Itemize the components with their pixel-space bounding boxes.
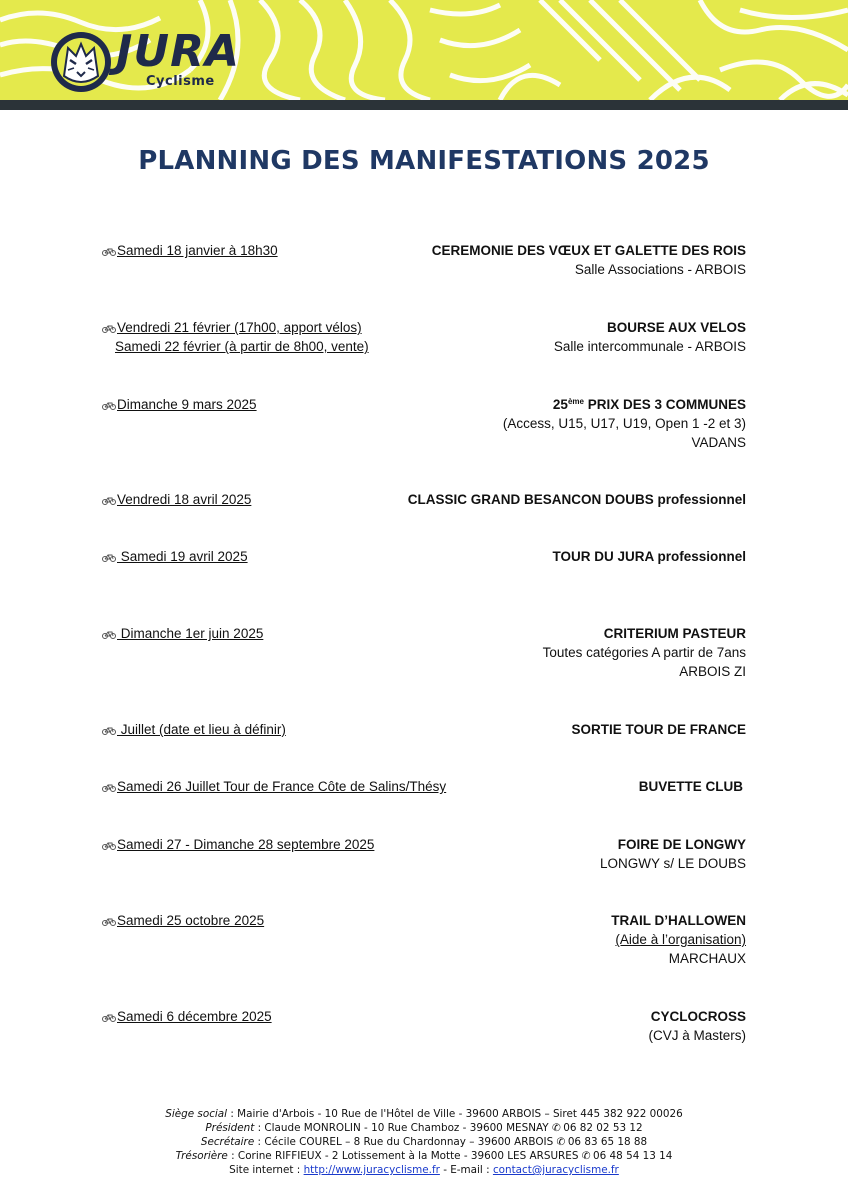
phone-icon: ✆ bbox=[581, 1150, 591, 1162]
footer-text: : Claude MONROLIN - 10 Rue Chamboz - 39600 MESNAY bbox=[254, 1122, 552, 1134]
event-title: FOIRE DE LONGWY bbox=[617, 837, 746, 852]
event-title: CYCLOCROSS bbox=[650, 1009, 746, 1024]
website-link[interactable]: http://www.juracyclisme.fr bbox=[303, 1164, 440, 1176]
header-dark-strip bbox=[0, 100, 848, 110]
footer-label: Siège social bbox=[165, 1108, 228, 1120]
event-date: Samedi 27 - Dimanche 28 septembre 2025 bbox=[117, 837, 375, 852]
footer-contact bbox=[0, 1163, 848, 1177]
event-date: Dimanche 9 mars 2025 bbox=[117, 397, 257, 412]
logo-subtitle: Cyclisme bbox=[146, 74, 215, 89]
bicycle-icon bbox=[102, 917, 116, 926]
event-detail: Salle intercommunale - ARBOIS bbox=[553, 339, 746, 354]
footer-phone: 06 82 02 53 12 bbox=[559, 1122, 643, 1134]
footer-secretaire bbox=[0, 1135, 848, 1149]
phone-icon: ✆ bbox=[551, 1122, 561, 1134]
page-title: PLANNING DES MANIFESTATIONS 2025 bbox=[138, 146, 710, 176]
event-title: BUVETTE CLUB bbox=[638, 779, 743, 794]
lynx-head-icon bbox=[50, 30, 112, 94]
event-title: CRITERIUM PASTEUR bbox=[603, 626, 746, 641]
bicycle-icon bbox=[102, 783, 116, 792]
bicycle-icon bbox=[102, 1013, 116, 1022]
email-link[interactable]: contact@juracyclisme.fr bbox=[492, 1164, 619, 1176]
footer-label: Trésorière bbox=[175, 1150, 228, 1162]
event-detail: ARBOIS ZI bbox=[679, 664, 746, 679]
event-detail: (CVJ à Masters) bbox=[648, 1028, 746, 1043]
event-date: Samedi 18 janvier à 18h30 bbox=[117, 243, 278, 258]
event-date: Dimanche 1er juin 2025 bbox=[117, 626, 264, 641]
footer-label: Secrétaire bbox=[200, 1136, 255, 1148]
footer-text: : Corine RIFFIEUX - 2 Lotissement à la Motte - 39600 LES ARSURES bbox=[227, 1150, 582, 1162]
event-title bbox=[503, 395, 746, 414]
bicycle-icon bbox=[102, 726, 116, 735]
event-date: Vendredi 18 avril 2025 bbox=[117, 492, 252, 507]
footer-siege bbox=[0, 1107, 848, 1121]
event-title-number: 25 bbox=[552, 397, 568, 412]
event-detail: VADANS bbox=[691, 435, 746, 450]
event-title-sup: ème bbox=[567, 397, 584, 406]
event-title: CEREMONIE DES VŒUX ET GALETTE DES ROIS bbox=[431, 243, 746, 258]
bicycle-icon bbox=[102, 553, 116, 562]
footer-text: : Cécile COUREL – 8 Rue du Chardonnay – 39600 ARBOIS bbox=[254, 1136, 557, 1148]
event-title: TRAIL D’HALLOWEN bbox=[611, 913, 746, 928]
event-date-second: Samedi 22 février (à partir de 8h00, vente) bbox=[115, 339, 369, 354]
event-date: Juillet (date et lieu à définir) bbox=[117, 722, 286, 737]
footer-text: : Mairie d'Arbois - 10 Rue de l'Hôtel de Ville - 39600 ARBOIS – Siret 445 382 922 00026 bbox=[227, 1108, 683, 1120]
event-detail: Salle Associations - ARBOIS bbox=[574, 262, 746, 277]
event-date: Samedi 19 avril 2025 bbox=[117, 549, 248, 564]
event-date: Samedi 6 décembre 2025 bbox=[117, 1009, 272, 1024]
footer-text: Site internet : bbox=[229, 1164, 304, 1176]
event-detail: LONGWY s/ LE DOUBS bbox=[599, 856, 746, 871]
bicycle-icon bbox=[102, 841, 116, 850]
bicycle-icon bbox=[102, 630, 116, 639]
event-title: BOURSE AUX VELOS bbox=[606, 320, 746, 335]
footer-president bbox=[0, 1121, 848, 1135]
event-date: Samedi 26 Juillet Tour de France Côte de Salins/Thésy bbox=[117, 779, 447, 794]
footer-label: Président bbox=[205, 1122, 255, 1134]
bicycle-icon bbox=[102, 401, 116, 410]
event-detail-underlined: (Aide à l’organisation) bbox=[615, 932, 746, 947]
bicycle-icon bbox=[102, 324, 116, 333]
footer-text: - E-mail : bbox=[439, 1164, 493, 1176]
event-date: Vendredi 21 février (17h00, apport vélos) bbox=[117, 320, 362, 335]
event-detail: Toutes catégories A partir de 7ans bbox=[542, 645, 746, 660]
event-detail: MARCHAUX bbox=[668, 951, 746, 966]
logo-wordmark: JURA bbox=[116, 26, 241, 77]
event-title: CLASSIC GRAND BESANCON DOUBS professionnel bbox=[407, 492, 746, 507]
bicycle-icon bbox=[102, 247, 116, 256]
event-detail: (Access, U15, U17, U19, Open 1 -2 et 3) bbox=[502, 416, 746, 431]
event-date: Samedi 25 octobre 2025 bbox=[117, 913, 265, 928]
jura-cyclisme-logo bbox=[50, 26, 270, 94]
event-title-text: PRIX DES 3 COMMUNES bbox=[583, 397, 746, 412]
footer-tresoriere bbox=[0, 1149, 848, 1163]
page-header bbox=[0, 0, 848, 112]
footer-phone: 06 83 65 18 88 bbox=[564, 1136, 648, 1148]
event-title: SORTIE TOUR DE FRANCE bbox=[571, 722, 746, 737]
page-footer bbox=[0, 1107, 848, 1177]
bicycle-icon bbox=[102, 496, 116, 505]
footer-phone: 06 48 54 13 14 bbox=[589, 1150, 673, 1162]
event-title: TOUR DU JURA professionnel bbox=[552, 549, 746, 564]
phone-icon: ✆ bbox=[556, 1136, 566, 1148]
